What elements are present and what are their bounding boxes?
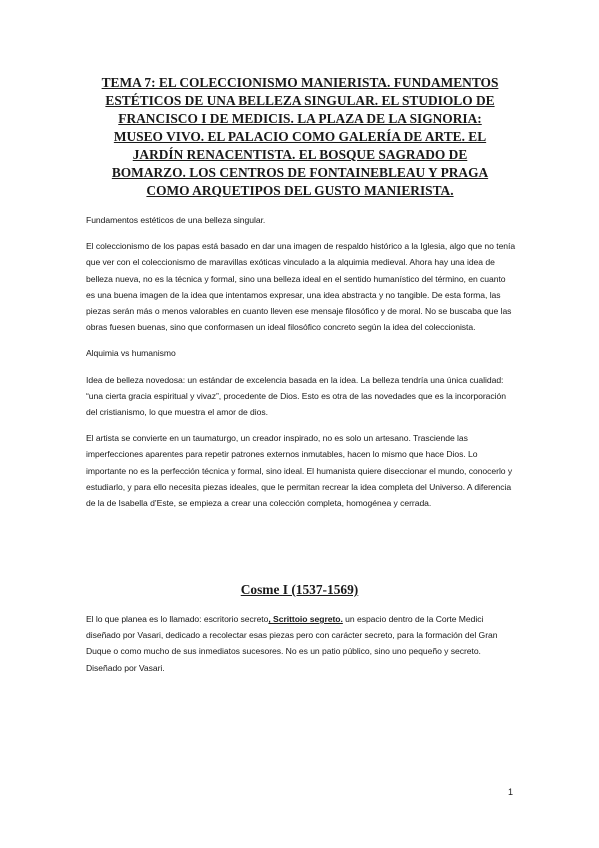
paragraph: El artista se convierte en un taumaturgo, un creador inspirado, no es solo un artesano. Trasciende las imperfecciones aparentes para repetir patrones externos inmutables, hacen lo mismo que hace Dios. Lo importante no es la perfección técnica y formal, sino ideal. El humanista quiere diseccionar el mundo, conocerlo y estudiarlo, y para ello necesita piezas ideales, que le permitan recrear la idea completa del Universo. A diferencia de la de Isabella d’Este, se empieza a crear una colección completa, homogénea y cerrada. (86, 433, 513, 509)
page-number: 1 (508, 787, 514, 797)
paragraph: Idea de belleza novedosa: un estándar de excelencia basada en la idea. La belleza tendría una única cualidad: “una cierta gracia espiritual y vivaz”, procedente de Dios. Esto es otra de las novedades que es la incorporación del cristianismo, lo que muestra el amor de dios. (86, 374, 506, 418)
section-subheading: Cosme I (1537-1569) (240, 582, 359, 597)
paragraph-text: El lo que planea es lo llamado: escritorio secreto (86, 614, 269, 624)
paragraph: El coleccionismo de los papas está basado en dar una imagen de respaldo histórico a la Iglesia, algo que no tenía que ver con el coleccionismo de maravillas exóticas vinculado a la alquimia medieval. Ahora hay una idea de belleza nueva, no es la técnica y formal, sino una belleza ideal en el sentido humanístico del término, en cuanto es una buena imagen de la idea que intentamos expresar, una idea abstracta y no tangible. De esta forma, las piezas serán más o menos valorables en cuanto lleven ese mensaje filosófico y de moral. No se buscaba que las obras fuesen buenas, sino que conformasen un ideal filosófico concreto según la idea del coleccionista. (86, 241, 516, 333)
section-heading: Fundamentos estéticos de una belleza singular. (86, 215, 266, 225)
body-section-2 (86, 611, 516, 686)
paragraph-text: un espacio dentro de la Corte Medici diseñado por Vasari, dedicado a recolectar esas piezas pero con carácter secreto, para la formación del Gran Duque o como mucho de sus inmediatos sucesores. No es un patio público, sino uno pequeño y secreto. Diseñado por Vasari. (86, 614, 498, 673)
body-section-1 (86, 212, 516, 521)
document-title: TEMA 7: EL COLECCIONISMO MANIERISTA. FUNDAMENTOS ESTÉTICOS DE UNA BELLEZA SINGULAR. EL STUDIOLO DE FRANCISCO I DE MEDICIS. LA PLAZA DE LA SIGNORIA: MUSEO VIVO. EL PALACIO COMO GALERÍA DE ARTE. EL JARDÍN RENACENTISTA. EL BOSQUE SAGRADO DE BOMARZO. LOS CENTROS DE FONTAINEBLEAU Y PRAGA COMO ARQUETIPOS DEL GUSTO MANIERISTA. (101, 75, 499, 198)
scrittoio-term: , Scrittoio segreto. (268, 614, 343, 624)
paragraph (86, 611, 516, 676)
section-heading: Alquimia vs humanismo (86, 348, 176, 359)
